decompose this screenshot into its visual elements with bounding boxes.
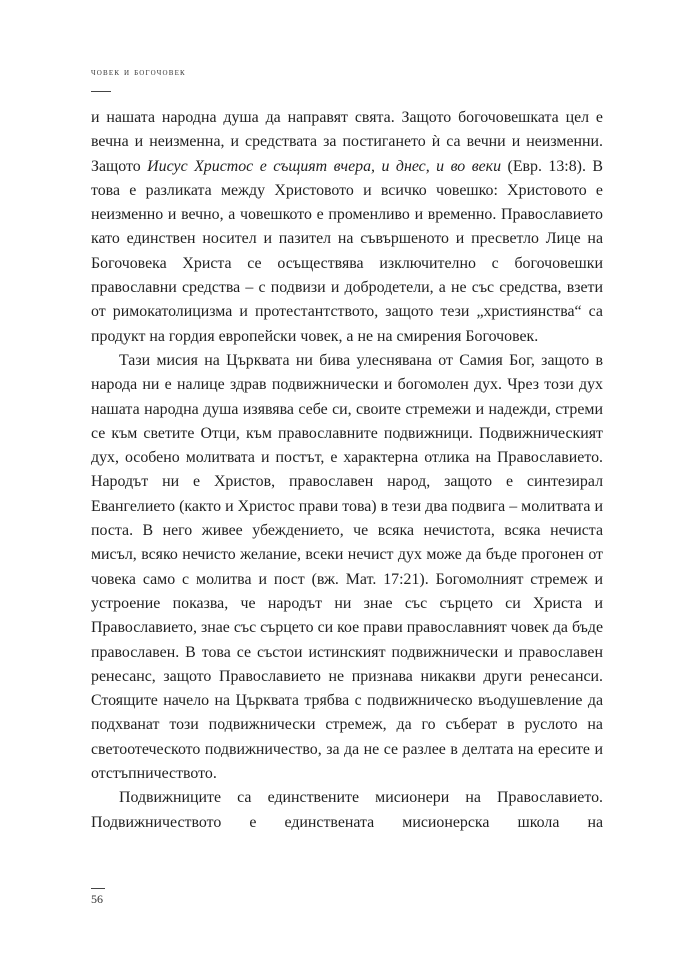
paragraph-1-part-a: и нашата народна душа да направят свята. Защото богочовешката цел е вечна и неизменна, и средствата за постигането ѝ са вечни и неизменни. Защото [91,109,603,175]
header-rule [91,91,111,92]
running-header: човек и богочовек [91,67,186,78]
scripture-quote: Иисус Христос е същият вчера, и днес, и во веки [147,157,502,175]
footer-rule [91,888,105,889]
paragraph-1 [91,106,603,349]
paragraph-1-part-b: (Евр. 13:8). В това е разликата между Христовото и всичко човешко: Христовото е неизменно и вечно, а човешкото е променливо и временно. Православието като единствен носител и пазител на съвършеното и пресветло Лице на Богочовека Христа се осъществява изключително с богочовешки православни средства – с подвизи и добродетели, а не със средства, взети от римокатолицизма и протестантството, защото тези „християнства“ са продукт на гордия европейски човек, а не на смирения Богочовек. [91,157,604,345]
paragraph-3: Подвижниците са единствените мисионери на Православието. Подвижничеството е единствената мисионерска школа на [91,789,603,831]
body-text [91,106,603,835]
paragraph-2: Тази мисия на Църквата ни бива улеснявана от Самия Бог, защото в народа ни е налице здрав подвижнически и богомолен дух. Чрез този дух нашата народна душа изявява себе си, своите стремежи и надежди, стреми се към светите Отци, към православните подвижници. Подвижническият дух, особено молитвата и постът, е характерна отлика на Православието. Народът ни е Христов, православен народ, защото е синтезирал Евангелието (както и Христос прави това) в тези два подвига – молитвата и поста. В него живее убеждението, че всяка нечистота, всяка нечиста мисъл, всяко нечисто желание, всеки нечист дух може да бъде прогонен от човека само с молитва и пост (вж. Мат. 17:21). Богомолният стремеж и устроение показва, че народът ни знае със сърцето си Христа и Православието, знае със сърцето си кое прави православният човек да бъде православен. В това се състои истинският подвижнически и православен ренесанс, защото Православието не признава никакви други ренесанси. Стоящите начело на Църквата трябва с подвижническо въодушевление да подхванат този подвижнически стремеж, да го съберат в руслото на светоотеческото подвижничество, за да не се разлее в делтата на ересите и отстъпничеството. [91,351,603,783]
page-number: 56 [91,892,103,906]
